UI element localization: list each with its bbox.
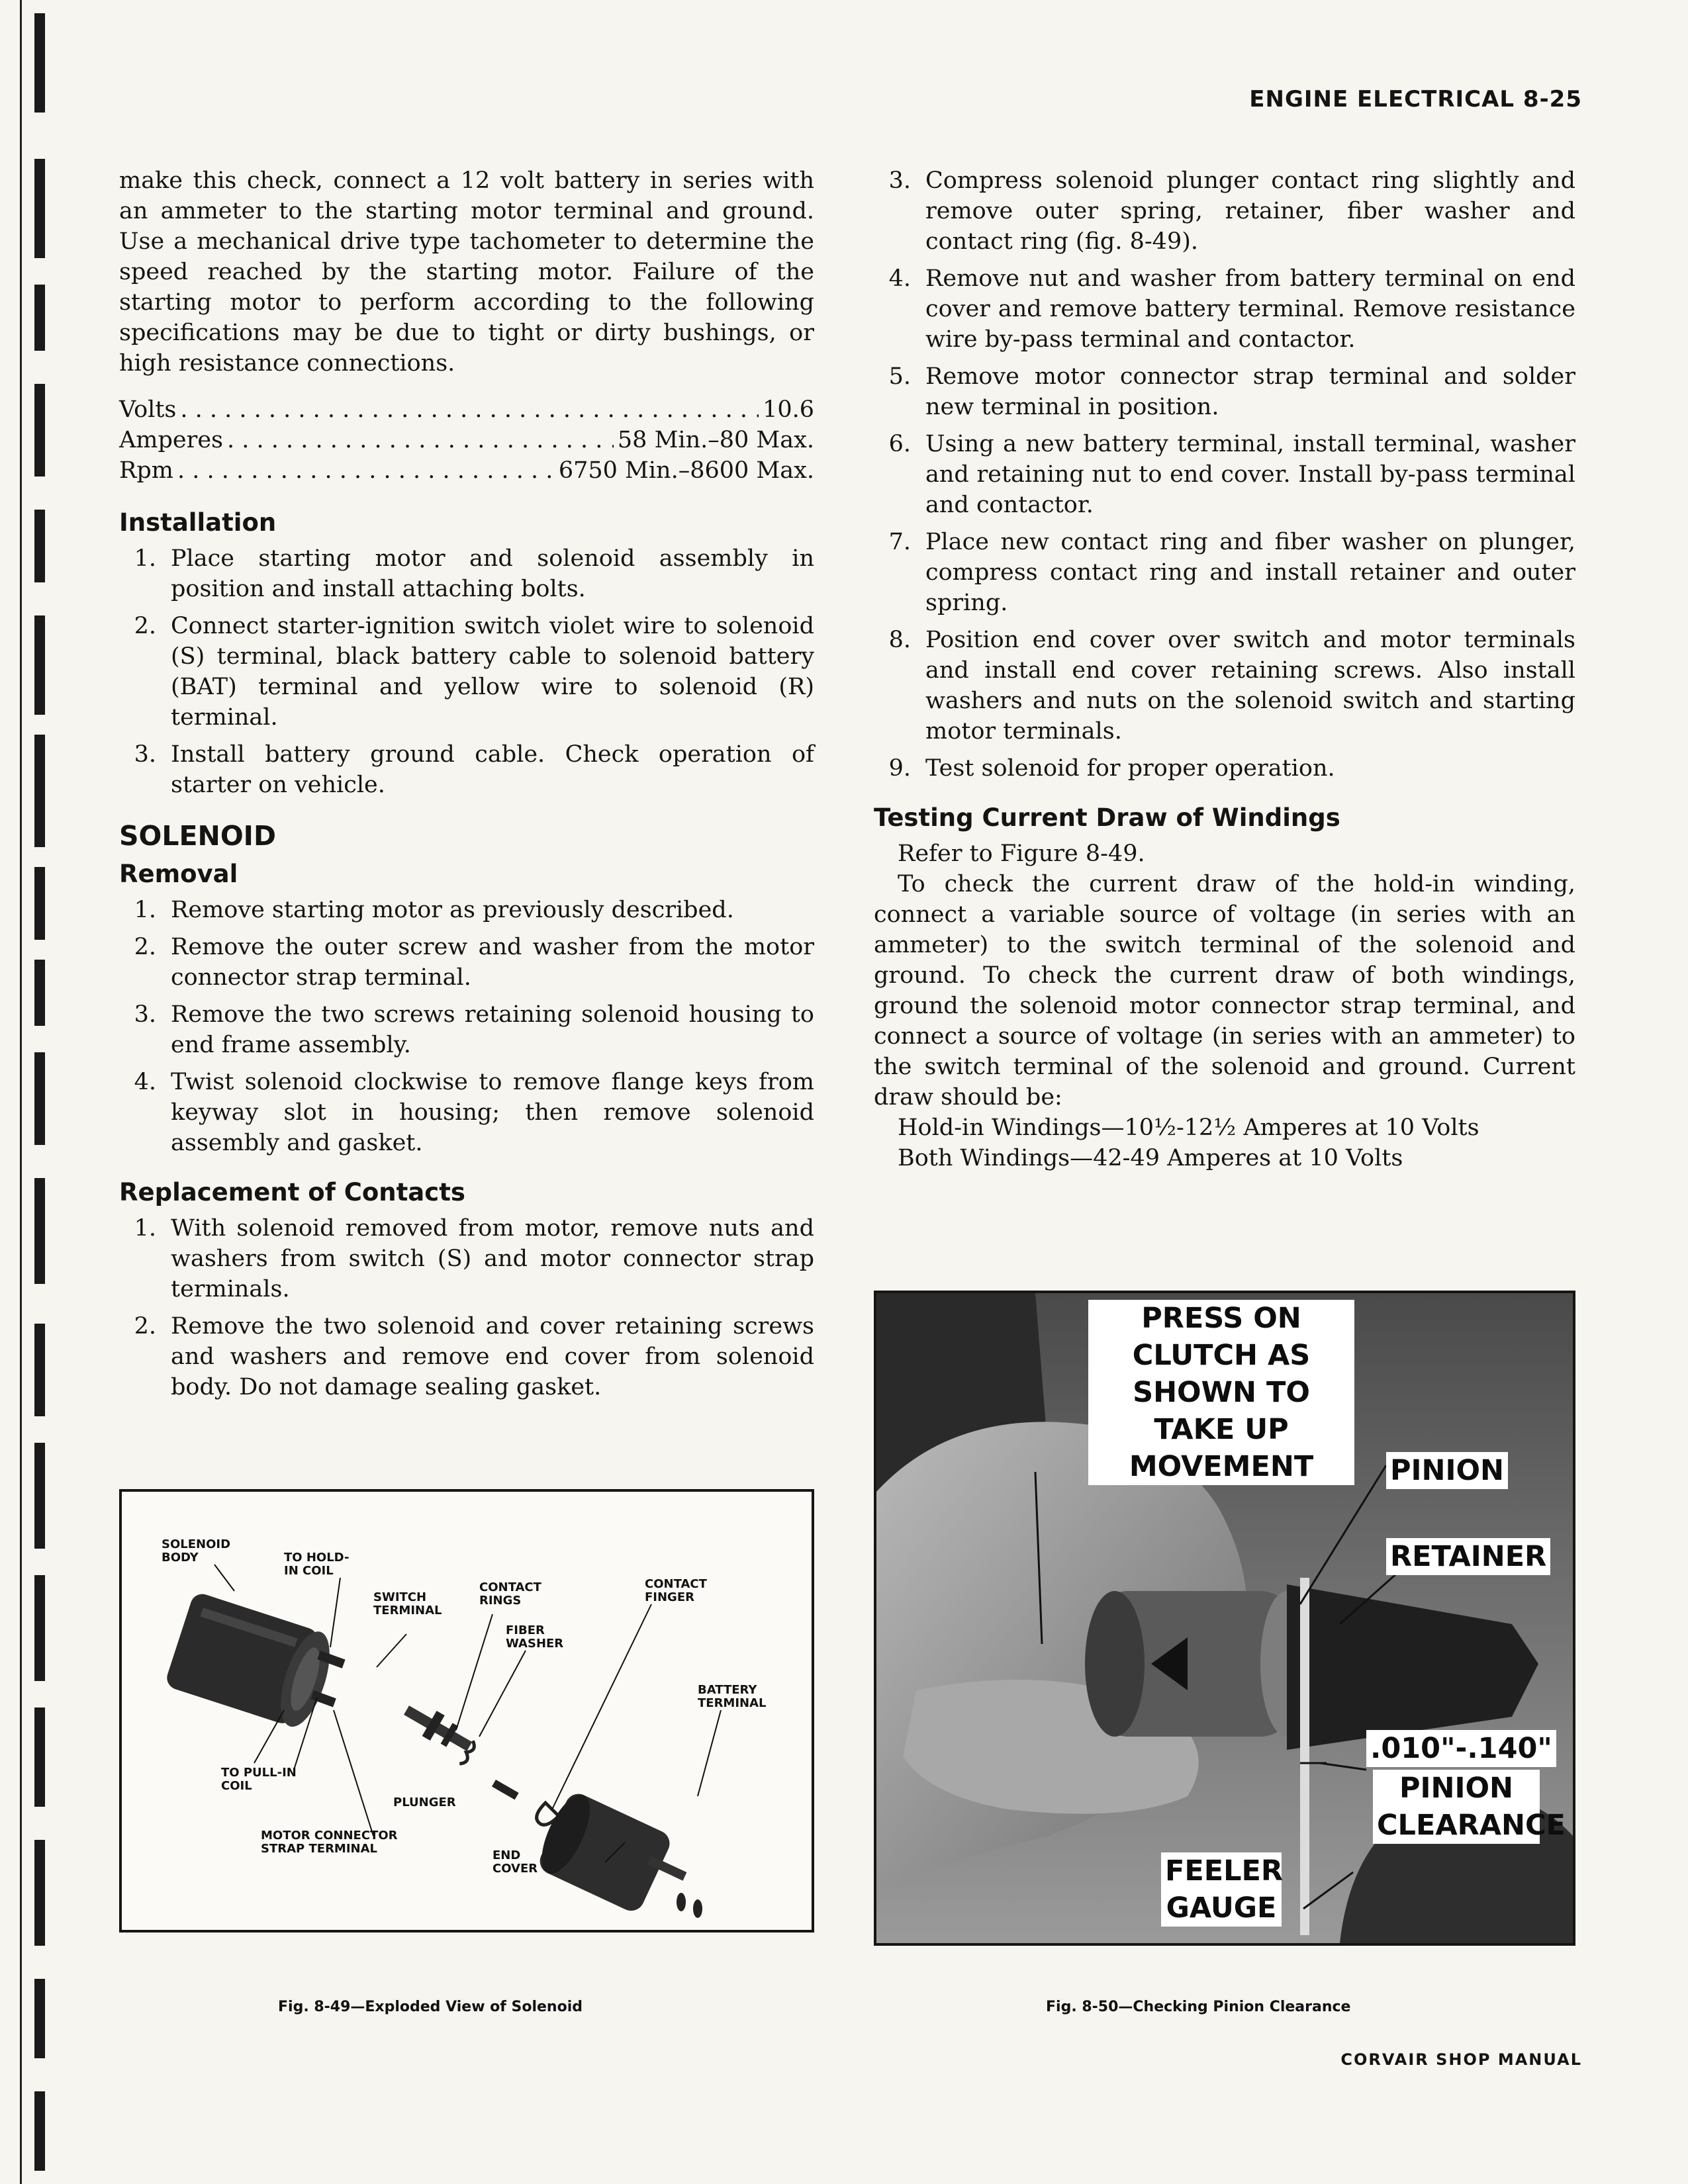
spec-row — [119, 455, 814, 486]
spec-value: 58 Min.–80 Max. — [617, 427, 814, 453]
replacement-heading: Replacement of Contacts — [119, 1178, 465, 1206]
list-item: 4. Twist solenoid clockwise to remove flange keys from keyway slot in housing; then remove solenoid assembly and gasket. — [134, 1069, 814, 1156]
page-header: ENGINE ELECTRICAL 8-25 — [1249, 86, 1582, 113]
label-battery-terminal: BATTERY TERMINAL — [698, 1683, 767, 1710]
current-draw-values — [874, 1113, 1575, 1173]
page-footer: CORVAIR SHOP MANUAL — [1340, 2050, 1582, 2069]
list-item: 3. Remove the two screws retaining solenoid housing to end frame assembly. — [134, 1001, 814, 1058]
label-motor-connector: MOTOR CONNECTOR STRAP TERMINAL — [261, 1829, 398, 1856]
spec-row — [119, 425, 814, 455]
list-item: 5. Remove motor connector strap terminal and solder new terminal in position. — [888, 363, 1575, 420]
solenoid-exploded-drawing — [122, 1492, 812, 1930]
list-item: 3. Compress solenoid plunger contact ring slightly and remove outer spring, retainer, fiber washer and contact ring (fig. 8-49). — [888, 167, 1575, 255]
label-pinion: PINION — [1386, 1452, 1508, 1489]
testing-reference: Refer to Figure 8-49. — [898, 841, 1145, 867]
solenoid-heading: SOLENOID — [119, 820, 276, 852]
both-windings-value: Both Windings—42-49 Amperes at 10 Volts — [898, 1145, 1403, 1171]
spec-value: 10.6 — [763, 396, 814, 423]
label-pull-in-coil: TO PULL-IN COIL — [221, 1766, 297, 1793]
list-item: 8. Position end cover over switch and motor terminals and install end cover retaining screws. Also install washers and nuts on the solenoid switch and starting motor terminals. — [888, 627, 1575, 745]
label-contact-finger: CONTACT FINGER — [645, 1577, 707, 1604]
hold-in-value: Hold-in Windings—10½-12½ Amperes at 10 Volts — [898, 1115, 1479, 1141]
list-item: 2. Connect starter-ignition switch violet wire to solenoid (S) terminal, black battery cable to solenoid battery (BAT) terminal and yellow wire to solenoid (R) terminal. — [134, 613, 814, 731]
label-switch-terminal: SWITCH TERMINAL — [373, 1590, 442, 1617]
removal-steps — [119, 895, 814, 1158]
list-item: 3. Install battery ground cable. Check operation of starter on vehicle. — [134, 741, 814, 798]
list-item: 1. Place starting motor and solenoid assembly in position and install attaching bolts. — [134, 545, 814, 602]
figure-caption: Fig. 8-49—Exploded View of Solenoid — [278, 1999, 583, 2015]
installation-steps — [119, 543, 814, 800]
label-pinion-clearance: PINION CLEARANCE — [1373, 1770, 1540, 1844]
label-press-on-clutch: PRESS ON CLUTCH AS SHOWN TO TAKE UP MOVEMENT — [1088, 1300, 1354, 1485]
spec-label: Volts — [119, 396, 177, 423]
left-column — [119, 165, 814, 1422]
label-feeler-gauge: FEELER GAUGE — [1161, 1852, 1282, 1927]
testing-heading: Testing Current Draw of Windings — [874, 803, 1340, 832]
spec-row — [119, 394, 814, 425]
label-clearance-value: .010"-.140" — [1366, 1730, 1556, 1767]
label-contact-rings: CONTACT RINGS — [479, 1580, 541, 1608]
list-item: 2. Remove the outer screw and washer from the motor connector strap terminal. — [134, 934, 814, 991]
figure-caption: Fig. 8-50—Checking Pinion Clearance — [1046, 1999, 1351, 2015]
label-solenoid-body: SOLENOID BODY — [162, 1537, 231, 1565]
label-plunger: PLUNGER — [393, 1796, 456, 1809]
binding-edge — [0, 0, 53, 2184]
list-item: 9. Test solenoid for proper operation. — [888, 755, 1335, 782]
intro-paragraph: make this check, connect a 12 volt battery in series with an ammeter to the starting motor terminal and ground. Use a mechanical drive type tachometer to determine the speed reached by the starting motor. Failure of the starting motor to perform according to the following specifications may be due to tight or dirty bushings, or high resistance connections. — [119, 167, 814, 377]
label-hold-in-coil: TO HOLD-IN COIL — [284, 1551, 350, 1578]
list-item: 4. Remove nut and washer from battery terminal on end cover and remove battery terminal. Remove resistance wire by-pass terminal and contactor. — [888, 265, 1575, 353]
spec-table — [119, 394, 814, 486]
spec-label: Rpm — [119, 457, 173, 484]
installation-heading: Installation — [119, 508, 277, 537]
replacement-steps — [119, 1213, 814, 1402]
label-end-cover: END COVER — [492, 1848, 538, 1876]
list-item: 7. Place new contact ring and fiber washer on plunger, compress contact ring and install retainer and outer spring. — [888, 529, 1575, 616]
replacement-steps-continued — [874, 165, 1575, 784]
right-column — [874, 165, 1575, 1200]
spec-value: 6750 Min.–8600 Max. — [558, 457, 814, 484]
label-retainer: RETAINER — [1386, 1538, 1550, 1575]
figure-pinion-clearance — [874, 1291, 1575, 1946]
list-item: 6. Using a new battery terminal, install terminal, washer and retaining nut to end cover. Install by-pass terminal and contactor. — [888, 431, 1575, 518]
list-item: 1. With solenoid removed from motor, remove nuts and washers from switch (S) and motor connector strap terminals. — [134, 1215, 814, 1302]
list-item: 1. Remove starting motor as previously described. — [134, 897, 734, 923]
testing-paragraph: To check the current draw of the hold-in winding, connect a variable source of voltage (in series with an ammeter) to the switch terminal of the solenoid and ground. To check the current draw of both windings, ground the solenoid motor connector strap terminal, and connect a source of voltage (in series with an ammeter) to the switch terminal of the solenoid and ground. Current draw should be: — [874, 871, 1575, 1111]
removal-heading: Removal — [119, 860, 238, 888]
label-fiber-washer: FIBER WASHER — [506, 1623, 564, 1651]
figure-exploded-solenoid — [119, 1489, 814, 1933]
spec-label: Amperes — [119, 427, 223, 453]
list-item: 2. Remove the two solenoid and cover retaining screws and washers and remove end cover from solenoid body. Do not damage sealing gasket. — [134, 1313, 814, 1400]
